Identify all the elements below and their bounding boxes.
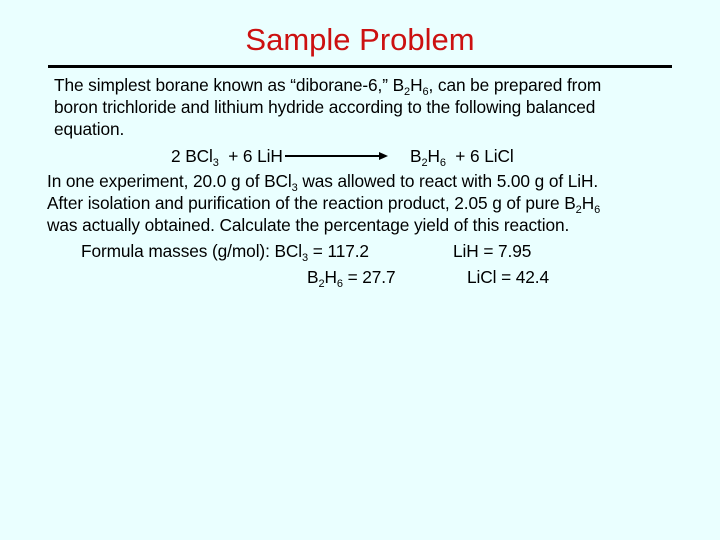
intro-line-2: boron trichloride and lithium hydride according to the following balanced (54, 97, 596, 117)
formula-mass-lih: LiH = 7.95 (453, 241, 532, 261)
product-b2h6: $B_2H_6$ (410, 146, 446, 169)
title-divider (48, 65, 672, 68)
experiment-line-1: In one experiment, 20.0 g of BCl$_3$ was allowed to react with 5.00 g of LiH. (47, 171, 599, 194)
equation-products (410, 145, 514, 167)
reactant-bcl3: 2 BCl$_3$ (171, 146, 219, 169)
slide-title: Sample Problem (245, 22, 475, 57)
formula-mass-licl: LiCl = 42.4 (467, 267, 549, 287)
right-arrow-icon (285, 145, 389, 167)
experiment-line-2: After isolation and purification of the reaction product, 2.05 g of pure $B_2H_6$ (47, 193, 601, 216)
intro-line-3: equation. (54, 119, 125, 139)
product-licl: + 6 LiCl (455, 146, 514, 166)
balanced-equation (171, 145, 393, 167)
experiment-line-3: was actually obtained. Calculate the percentage yield of this reaction. (47, 215, 570, 235)
intro-line-1: The simplest borane known as “diborane-6,” $B_2H_6$, can be prepared from (54, 75, 602, 98)
formula-mass-bcl3: Formula masses (g/mol): BCl$_3$ = 117.2 (81, 241, 369, 264)
reactant-lih: + 6 LiH (228, 146, 283, 166)
formula-mass-b2h6: $B_2H_6 = 27.7$ (307, 267, 396, 290)
